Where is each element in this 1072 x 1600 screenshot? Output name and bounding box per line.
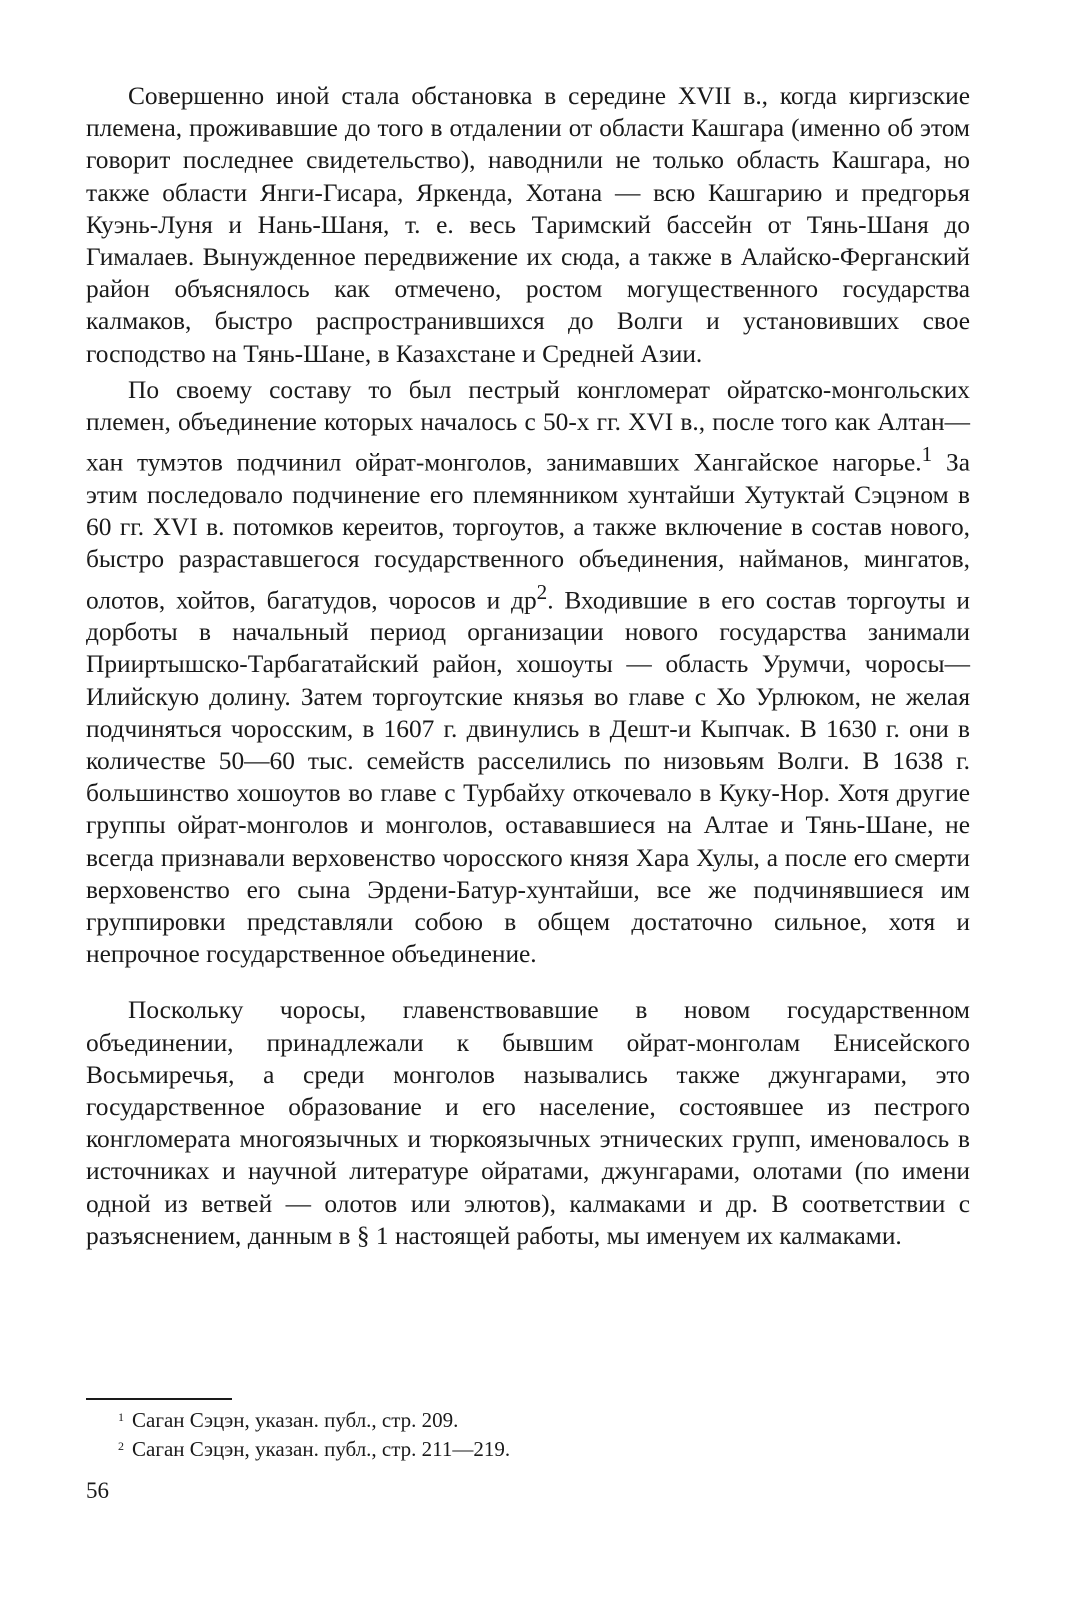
footnote-2	[118, 1433, 938, 1462]
page-body	[86, 80, 970, 1252]
footnote-1	[118, 1404, 938, 1433]
paragraph-2-text-b: За этим последовало подчинение его племянником хунтайши Хутуктай Сэцэном в 60 гг. XVI в. потомков кереитов, торгоутов, а также включение в состав нового, быстро разраставшегося государственного объединения, найманов, мингатов, олотов, хойтов, багатудов, чоросов и др	[86, 448, 970, 614]
paragraph-1: Совершенно иной стала обстановка в середине XVII в., когда киргизские племена, проживавшие до того в отдалении от области Кашгара (именно об этом говорит последнее свидетельство), наводнили не только область Кашгара, но также области Янги-Гисара, Яркенда, Хотана — всю Кашгарию и предгорья Куэнь-Луня и Нань-Шаня, т. е. весь Таримский бассейн от Тянь-Шаня до Гималаев. Вынужденное передвижение их сюда, а также в Алайско-Ферганский район объяснялось как отмечено, ростом могущественного государства калмаков, быстро распространившихся до Волги и установивших свое господство на Тянь-Шане, в Казахстане и Средней Азии.	[86, 82, 970, 368]
footnote-text-2: Саган Сэцэн, указан. публ., стр. 211—219.	[132, 1437, 511, 1461]
footnote-mark-1: 1	[118, 1410, 124, 1424]
page-number: 56	[86, 1478, 109, 1503]
footnotes	[118, 1404, 938, 1462]
footnote-mark-2: 2	[118, 1439, 124, 1453]
paragraph-3: Поскольку чоросы, главенствовавшие в новом государственном объединении, принадлежали к бывшим ойрат-монголам Енисейского Восьмиречья, а среди монголов назывались также джунгарами, это государственное образование и его население, состоявшее из пестрого конгломерата многоязычных и тюркоязычных этнических групп, именовалось в источниках и научной литературе ойратами, джунгарами, олотами (по имени одной из ветвей — олотов или элютов), калмаками и др. В соответствии с разъяснением, данным в § 1 настоящей работы, мы именуем их калмаками.	[86, 996, 970, 1250]
paragraph-2	[86, 374, 970, 971]
footnote-divider	[86, 1398, 232, 1400]
footnote-text-1: Саган Сэцэн, указан. публ., стр. 209.	[132, 1408, 459, 1432]
paragraph-2-text-a: По своему составу то был пестрый конгломерат ойратско-монгольских племен, объединение которых началось с 50-х гг. XVI в., после того как Алтан—хан тумэтов подчинил ойрат-монголов, занимавших Хангайское нагорье.	[86, 375, 970, 477]
footnote-ref-1: 1	[921, 442, 933, 467]
footnote-ref-2: 2	[536, 579, 548, 604]
paragraph-2-text-c: . Входившие в его состав торгоуты и дорботы в начальный период организации нового государства занимали Прииртышско-Тарбагатайский район, хошоуты — область Урумчи, чоросы—Илийскую долину. Затем торгоутские князья во главе с Хо Урлюком, не желая подчиняться чоросским, в 1607 г. двинулись в Дешт-и Кыпчак. В 1630 г. они в количестве 50—60 тыс. семейств расселились по низовьям Волги. В 1638 г. большинство хошоутов во главе с Турбайху откочевало в Куку-Нор. Хотя другие группы ойрат-монголов и монголов, остававшиеся на Алтае и Тянь-Шане, не всегда признавали верховенство чоросского князя Хара Хулы, а после его смерти верховенство его сына Эрдени-Батур-хунтайши, все же подчинявшиеся им группировки представляли собою в общем достаточно сильное, хотя и непрочное государственное объединение.	[86, 585, 970, 969]
